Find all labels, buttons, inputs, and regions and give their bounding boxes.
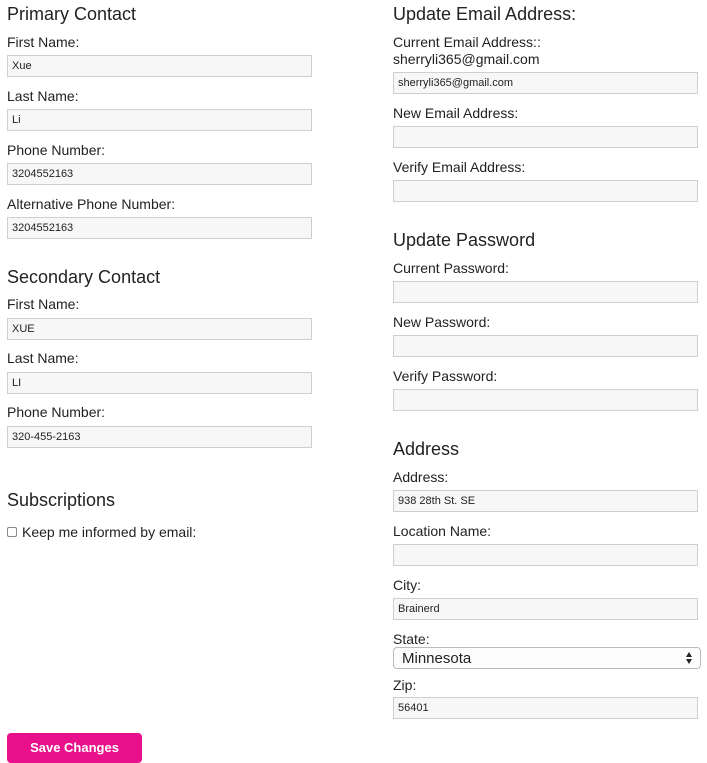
secondary-first-name-label: First Name: [7,296,80,312]
secondary-phone-input[interactable] [7,426,312,448]
secondary-last-name-input[interactable] [7,372,312,394]
secondary-last-name-label: Last Name: [7,350,79,366]
primary-phone-input[interactable] [7,163,312,185]
secondary-contact-heading: Secondary Contact [7,267,161,287]
primary-last-name-label: Last Name: [7,88,79,104]
verify-email-label: Verify Email Address: [393,159,526,175]
zip-label: Zip: [393,677,417,693]
primary-last-name-input[interactable] [7,109,312,131]
city-input[interactable] [393,598,698,620]
primary-contact-heading: Primary Contact [7,4,137,24]
verify-password-label: Verify Password: [393,368,498,384]
new-email-input[interactable] [393,126,698,148]
secondary-phone-label: Phone Number: [7,404,106,420]
update-password-heading: Update Password [393,230,536,250]
new-password-label: New Password: [393,314,491,330]
zip-input[interactable] [393,697,698,719]
update-email-heading: Update Email Address: [393,4,577,24]
current-email-label: Current Email Address:: [393,34,541,50]
select-arrows-icon [686,652,692,664]
city-label: City: [393,577,421,593]
current-password-label: Current Password: [393,260,509,276]
email-opt-in-label: Keep me informed by email: [22,524,197,540]
email-opt-in-row[interactable] [7,524,196,540]
subscriptions-heading: Subscriptions [7,490,116,510]
address-label: Address: [393,469,449,485]
email-opt-in-checkbox[interactable] [7,527,17,537]
state-label: State: [393,631,430,647]
verify-email-input[interactable] [393,180,698,202]
current-email-value: sherryli365@gmail.com [393,51,540,67]
secondary-first-name-input[interactable] [7,318,312,340]
primary-first-name-input[interactable] [7,55,312,77]
new-email-label: New Email Address: [393,105,519,121]
primary-first-name-label: First Name: [7,34,80,50]
new-password-input[interactable] [393,335,698,357]
save-changes-button[interactable]: Save Changes [7,733,142,763]
current-email-input[interactable] [393,72,698,94]
location-name-label: Location Name: [393,523,492,539]
primary-alt-phone-input[interactable] [7,217,312,239]
current-password-input[interactable] [393,281,698,303]
primary-phone-label: Phone Number: [7,142,106,158]
state-selected-value: Minnesota [402,649,472,667]
location-name-input[interactable] [393,544,698,566]
primary-alt-phone-label: Alternative Phone Number: [7,196,176,212]
address-heading: Address [393,439,460,459]
verify-password-input[interactable] [393,389,698,411]
address-input[interactable] [393,490,698,512]
state-select[interactable] [393,647,701,669]
